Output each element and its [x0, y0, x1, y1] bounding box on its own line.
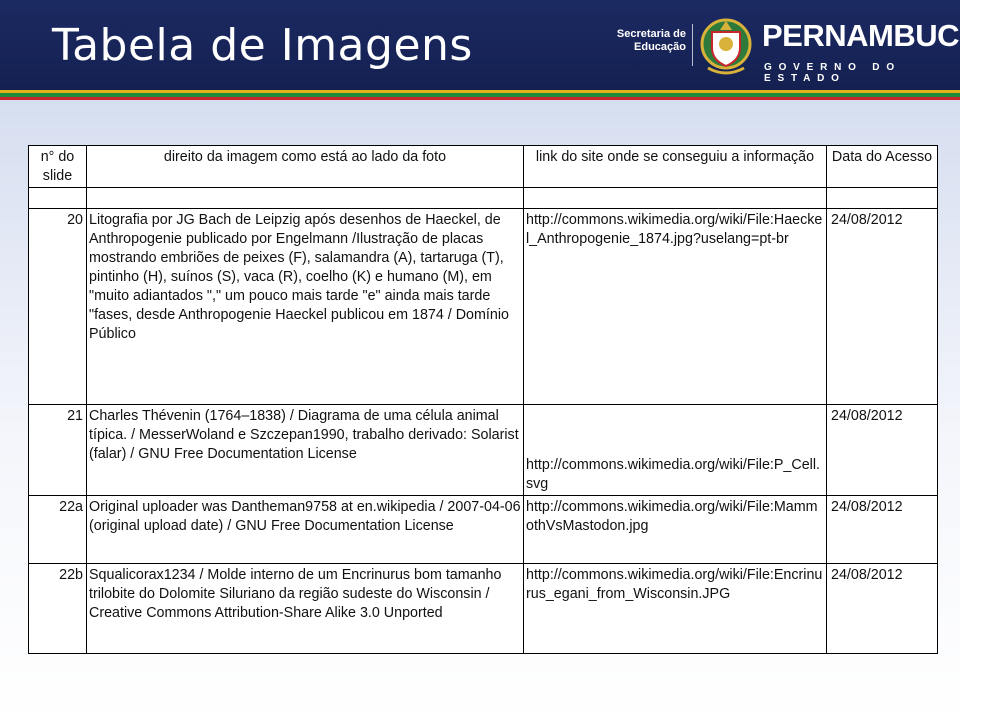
empty-row	[29, 188, 938, 209]
government-subtitle: GOVERNO DO ESTADO	[764, 62, 901, 84]
image-credit: Original uploader was Dantheman9758 at en.wikipedia / 2007-04-06 (original upload date) / GNU Free Documentation License	[87, 496, 524, 564]
coat-of-arms-icon	[698, 14, 754, 78]
secretaria-label	[606, 28, 686, 54]
source-link[interactable]: http://commons.wikimedia.org/wiki/File:P_Cell.svg	[524, 405, 827, 496]
table-row	[29, 209, 938, 405]
header-source-link: link do site onde se conseguiu a informação	[524, 146, 827, 188]
access-date: 24/08/2012	[827, 496, 938, 564]
secretaria-line-2: Educação	[634, 41, 686, 53]
logo-divider	[692, 24, 693, 66]
table-row	[29, 496, 938, 564]
slide-number: 21	[29, 405, 87, 496]
table-header-row	[29, 146, 938, 188]
header-access-date: Data do Acesso	[827, 146, 938, 188]
source-link[interactable]: http://commons.wikimedia.org/wiki/File:Encrinurus_egani_from_Wisconsin.JPG	[524, 564, 827, 654]
secretaria-line-1: Secretaria de	[616, 28, 686, 40]
access-date: 24/08/2012	[827, 564, 938, 654]
access-date: 24/08/2012	[827, 405, 938, 496]
image-credit: Charles Thévenin (1764–1838) / Diagrama de uma célula animal típica. / MesserWoland e Szczepan1990, trabalho derivado: Solarist (falar) / GNU Free Documentation License	[87, 405, 524, 496]
page-title: Tabela de Imagens	[52, 20, 473, 71]
state-name-logo: PERNAMBUCO	[762, 18, 983, 53]
slide-number: 22b	[29, 564, 87, 654]
table-row	[29, 564, 938, 654]
table-row	[29, 405, 938, 496]
source-link[interactable]: http://commons.wikimedia.org/wiki/File:MammothVsMastodon.jpg	[524, 496, 827, 564]
slide-number: 20	[29, 209, 87, 405]
slide-number: 22a	[29, 496, 87, 564]
access-date: 24/08/2012	[827, 209, 938, 405]
header-image-credit: direito da imagem como está ao lado da foto	[87, 146, 524, 188]
header-bar	[0, 0, 983, 90]
source-link[interactable]: http://commons.wikimedia.org/wiki/File:Haeckel_Anthropogenie_1874.jpg?uselang=pt-br	[524, 209, 827, 405]
header-slide-number: n° do slide	[29, 146, 87, 188]
image-credit: Litografia por JG Bach de Leipzig após desenhos de Haeckel, de Anthropogenie publicado por Engelmann /Ilustração de placas mostrando embriões de peixes (F), salamandra (A), tartaruga (T), pintinho (H), suínos (S), vaca (R), coelho (K) e humano (M), em "muito adiantados "," um pouco mais tarde "e" ainda mais tarde "fases, desde Anthropogenie Haeckel publicou em 1874 / Domínio Público	[87, 209, 524, 405]
images-table	[28, 145, 938, 654]
stripe-red	[0, 97, 960, 100]
image-credit: Squalicorax1234 / Molde interno de um Encrinurus bom tamanho trilobite do Dolomite Siluriano da região sudeste do Wisconsin / Creative Commons Attribution-Share Alike 3.0 Unported	[87, 564, 524, 654]
